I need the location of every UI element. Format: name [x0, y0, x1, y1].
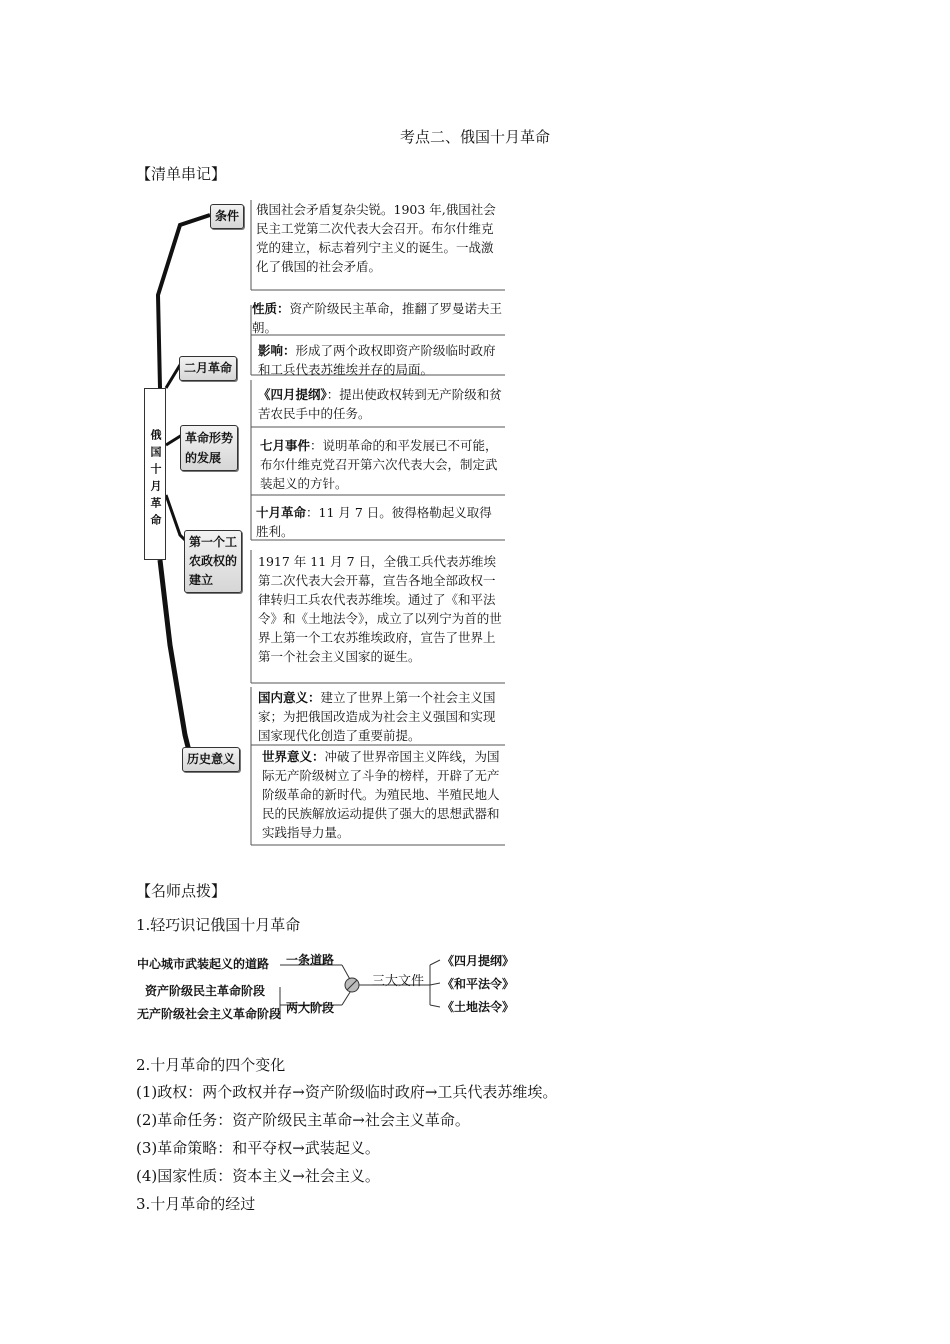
diagram-doc-3: 《土地法令》 [442, 1000, 515, 1014]
diagram-left-1: 中心城市武装起义的道路 [137, 957, 270, 971]
world-significance [262, 747, 504, 842]
first-government-line3: 建立 [189, 573, 214, 587]
february-impact [258, 341, 504, 379]
july-events-key: 七月事件 [260, 438, 311, 453]
domestic-significance-key: 国内意义： [258, 690, 321, 705]
february-impact-key: 影响： [258, 343, 296, 358]
first-government-line2: 农政权的 [189, 554, 238, 568]
february-nature-value: 资产阶级民主革命，推翻了罗曼诺夫王朝。 [252, 301, 503, 335]
diagram-doc-2: 《和平法令》 [442, 977, 515, 991]
february-nature-key: 性质： [252, 301, 290, 316]
mind-map-center: 俄国十月革命 [144, 388, 166, 560]
april-theses-value: ：提出使政权转到无产阶级和贫苦农民手中的任务。 [258, 387, 502, 421]
node-february-revolution: 二月革命 [179, 356, 237, 381]
world-significance-key: 世界意义： [262, 749, 325, 764]
diagram-doc-1: 《四月提纲》 [442, 954, 515, 968]
domestic-significance [258, 688, 504, 745]
diagram-mid-1: 一条道路 [286, 953, 335, 967]
list-item: (2)革命任务：资产阶级民主革命→社会主义革命。 [136, 1111, 470, 1129]
node-first-government [184, 530, 242, 593]
april-theses [258, 385, 504, 423]
condition-text: 俄国社会矛盾复杂尖锐。1903 年,俄国社会民主工党第二次代表大会召开。布尔什维克党的建立，标志着列宁主义的诞生。一战激化了俄国的社会矛盾。 [256, 202, 496, 274]
list-item: (1)政权：两个政权并存→资产阶级临时政府→工兵代表苏维埃。 [136, 1083, 558, 1101]
world-significance-value: 冲破了世界帝国主义阵线，为国际无产阶级树立了斗争的榜样，开辟了无产阶级革命的新时代。为殖民地、半殖民地人民的民族解放运动提供了强大的思想武器和实践指导力量。 [262, 749, 500, 840]
october-revolution-value: ：11 月 7 日。彼得格勒起义取得胜利。 [256, 505, 492, 539]
april-theses-key: 《四月提纲》 [258, 387, 327, 402]
domestic-significance-value: 建立了世界上第一个社会主义国家；为把俄国改造成为社会主义强国和实现国家现代化创造了重要前提。 [258, 690, 496, 743]
diagram-mid-2: 两大阶段 [286, 1001, 335, 1015]
node-development [180, 425, 238, 471]
first-government-line1: 第一个工 [189, 535, 238, 549]
diagram-left-2: 资产阶级民主革命阶段 [145, 984, 266, 998]
paragraph-3: 3.十月革命的经过 [136, 1195, 256, 1213]
october-revolution [256, 503, 504, 541]
list-item: (4)国家性质：资本主义→社会主义。 [136, 1167, 380, 1185]
paragraph-2: 2.十月革命的四个变化 [136, 1056, 286, 1074]
node-condition: 条件 [210, 204, 244, 229]
first-government-text: 1917 年 11 月 7 日，全俄工兵代表苏维埃第二次代表大会开幕，宣告各地全部政权一律转归工兵农代表苏维埃。通过了《和平法令》和《土地法令》，成立了以列宁为首的世界上第一个工农苏维埃政府，宣告了世界上第一个社会主义国家的诞生。 [258, 554, 502, 664]
development-line1: 革命形势 [185, 431, 234, 445]
node-significance: 历史意义 [182, 747, 240, 772]
diagram-left-3: 无产阶级社会主义革命阶段 [137, 1007, 282, 1021]
list-item: (3)革命策略：和平夺权→武装起义。 [136, 1139, 380, 1157]
july-events [260, 436, 504, 493]
october-revolution-key: 十月革命 [256, 505, 307, 520]
february-nature [252, 299, 504, 337]
section-heading-summary: 【清单串记】 [136, 165, 227, 183]
page-title: 考点二、俄国十月革命 [399, 128, 550, 146]
july-events-value: ：说明革命的和平发展已不可能，布尔什维克党召开第六次代表大会，制定武装起义的方针。 [260, 438, 498, 491]
paragraph-1: 1.轻巧识记俄国十月革命 [136, 916, 301, 934]
section-heading-tips: 【名师点拨】 [136, 882, 227, 900]
development-line2: 的发展 [185, 451, 222, 465]
february-impact-value: 形成了两个政权即资产阶级临时政府和工兵代表苏维埃并存的局面。 [258, 343, 496, 377]
diagram-center: 三大文件 [372, 974, 425, 989]
